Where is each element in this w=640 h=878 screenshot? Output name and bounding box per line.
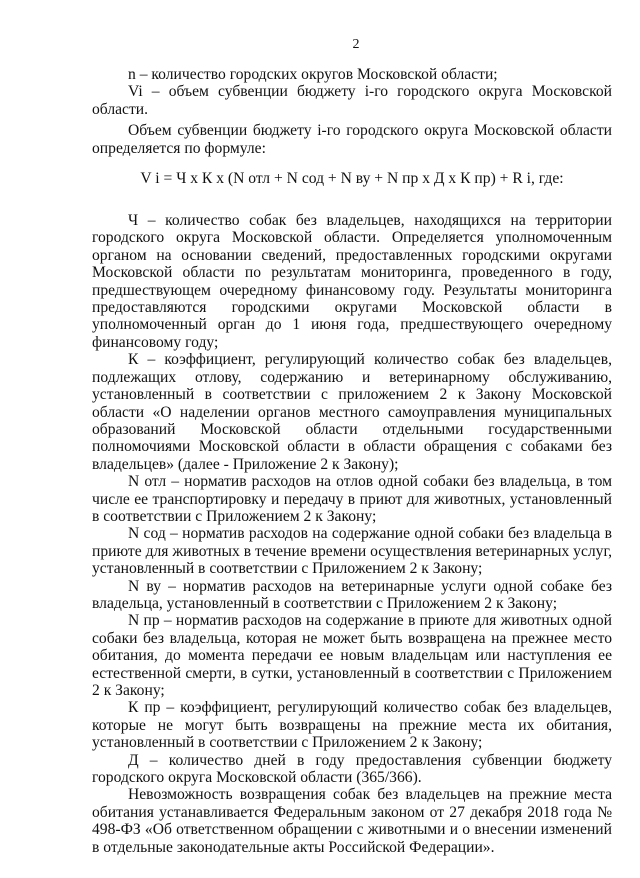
definition-d: Д – количество дней в году предоставления субвенции бюджету городского округа Московской области (365/366).: [92, 751, 612, 787]
paragraph-n-definition: n – количество городских округов Московской области;: [128, 66, 498, 83]
definition-n-pr: N пр – норматив расходов на содержание в приюте для животных одной собаки без владельца, которая не может быть возвращена на прежнее место обитания, до момента передачи ее новым владельцам или наступления ее естественной смерти, в сутки, установленный в соответствии с Приложением 2 к Закону;: [92, 612, 612, 699]
page-number: 2: [352, 37, 360, 52]
paragraph-formula-intro: Объем субвенции бюджету i-го городского округа Московской области определяется по формуле:: [92, 122, 612, 157]
definition-n-vu: N ву – норматив расходов на ветеринарные услуги одной собаке без владельца, установленный в соответствии с Приложением 2 к Закону;: [92, 577, 612, 612]
definition-k: К – коэффициент, регулирующий количество собак без владельцев, подлежащих отлову, содержанию и ветеринарному обслуживанию, установленный в соответствии с приложением 2 к Закону Московской области «О наделении органов местного самоуправления муниципальных образований Московской области отдельными государственными полномочиями Московской области в области обращения с собаками без владельцев» (далее - Приложение 2 к Закону);: [92, 351, 612, 473]
definition-n-otl: N отл – норматив расходов на отлов одной собаки без владельца, в том числе ее транспортировку и передачу в приют для животных, установленный в соответствии с Приложением 2 к Закону;: [92, 473, 612, 525]
subvention-formula: V i = Ч х К х (N отл + N сод + N ву + N пр х Д х К пр) + R i, где:: [140, 170, 564, 188]
definition-n-sod: N сод – норматив расходов на содержание одной собаки без владельца в приюте для животных в течение времени осуществления ветеринарных услуг, установленный в соответствии с Приложением 2 к Закону;: [92, 525, 612, 578]
paragraph-federal-law: Невозможность возвращения собак без владельцев на прежние места обитания устанавливается Федеральным законом от 27 декабря 2018 года № 498-ФЗ «Об ответственном обращении с животными и о внесении изменений в отдельные законодательные акты Российской Федерации».: [92, 786, 612, 856]
definition-k-pr: К пр – коэффициент, регулирующий количество собак без владельцев, которые не могут быть возвращены на прежние места их обитания, установленный в соответствии с Приложением 2 к Закону;: [92, 699, 612, 752]
paragraph-vi-definition: Vi – объем субвенции бюджету i-го городского округа Московской области.: [92, 83, 612, 118]
definition-ch: Ч – количество собак без владельцев, находящихся на территории городского округа Московской области. Определяется уполномоченным органом на основании сведений, предоставленных городскими округами Московской области по результатам мониторинга, проведенного в году, предшествующем очередному финансовому году. Результаты мониторинга предоставляются городскими округами Московской области в уполномоченный орган до 1 июня года, предшествующего очередному финансовому году;: [92, 212, 612, 351]
